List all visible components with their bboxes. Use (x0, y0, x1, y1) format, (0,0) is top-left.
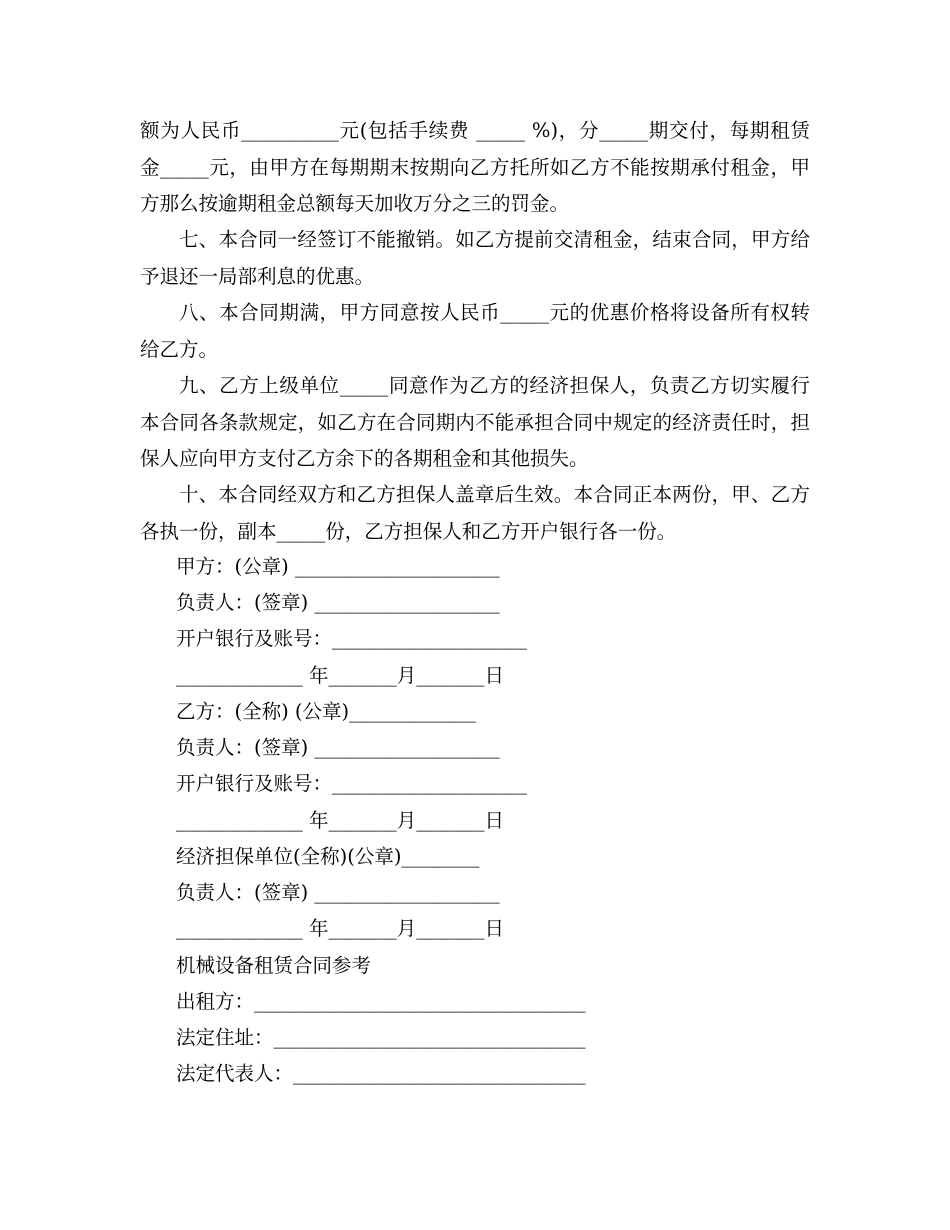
party-b-bank-line: 开户银行及账号：____________________ (176, 772, 528, 795)
party-a-responsible-line: 负责人：(签章) ___________________ (176, 591, 500, 614)
party-a-bank-line: 开户银行及账号：____________________ (176, 627, 528, 650)
legal-representative-line: 法定代表人：______________________________ (176, 1062, 586, 1085)
party-b-seal-line: 乙方：(全称) (公章)_____________ (176, 700, 476, 723)
guarantor-responsible-line: 负责人：(签章) ___________________ (176, 881, 500, 904)
party-b-date-line: _____________ 年_______月_______日 (176, 809, 504, 832)
paragraph-clause-7: 七、本合同一经签订不能撤销。如乙方提前交清租金，结束合同，甲方给予退还一局部利息的优惠。 (140, 228, 810, 288)
guarantor-seal-line: 经济担保单位(全称)(公章)________ (176, 845, 480, 868)
paragraph-clause-9: 九、乙方上级单位_____同意作为乙方的经济担保人，负责乙方切实履行本合同各条款规定，如乙方在合同期内不能承担合同中规定的经济责任时，担保人应向甲方支付乙方余下的各期租金和其他损失。 (140, 374, 810, 470)
paragraph-payment-terms: 额为人民币__________元(包括手续费 _____ %)，分_____期交付，每期租赁金_____元，由甲方在每期期末按期向乙方托所如乙方不能按期承付租金，甲方那么按逾期租金总额每天加收万分之三的罚金。 (140, 119, 810, 215)
party-a-seal-line: 甲方：(公章) _____________________ (176, 555, 500, 578)
lessor-line: 出租方：__________________________________ (176, 990, 586, 1013)
guarantor-date-line: _____________ 年_______月_______日 (176, 917, 504, 940)
party-a-date-line: _____________ 年_______月_______日 (176, 664, 504, 687)
legal-address-line: 法定住址：________________________________ (176, 1026, 586, 1049)
party-b-responsible-line: 负责人：(签章) ___________________ (176, 736, 500, 759)
paragraph-clause-8: 八、本合同期满，甲方同意按人民币_____元的优惠价格将设备所有权转给乙方。 (140, 301, 810, 361)
paragraph-clause-10: 十、本合同经双方和乙方担保人盖章后生效。本合同正本两份，甲、乙方各执一份，副本_____份，乙方担保人和乙方开户银行各一份。 (140, 483, 810, 543)
contract-reference-title: 机械设备租赁合同参考 (176, 954, 372, 977)
